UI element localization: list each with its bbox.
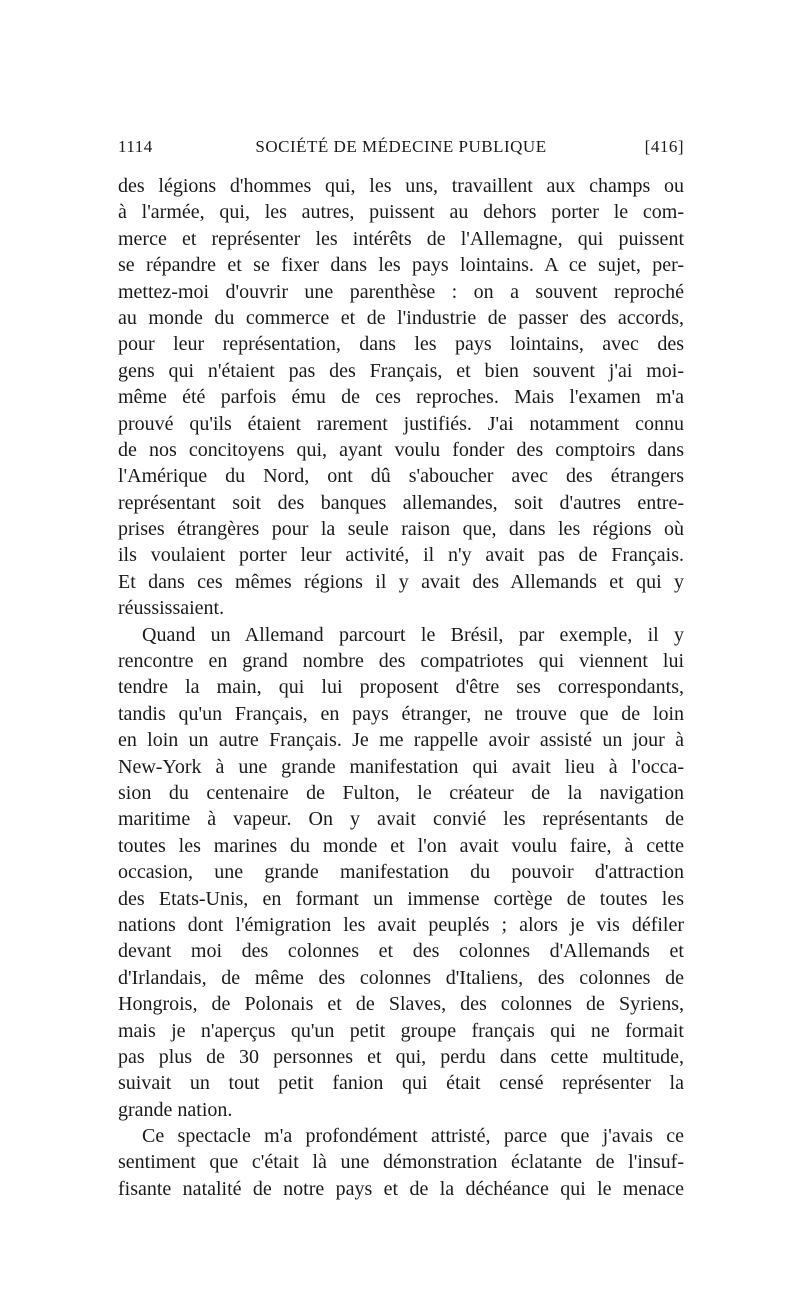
text-line: en loin un autre Français. Je me rappelle avoir assisté un jour à: [118, 729, 684, 752]
text-line: sion du centenaire de Fulton, le créateur de la navigation: [118, 781, 684, 804]
text-line: représentant soit des banques allemandes, soit d'autres entre-: [118, 491, 684, 514]
text-line: même été parfois ému de ces reproches. Mais l'examen m'a: [118, 386, 684, 409]
text-line: toutes les marines du monde et l'on avait voulu faire, à cette: [118, 834, 684, 857]
text-line: mettez-moi d'ouvrir une parenthèse : on a souvent reproché: [118, 280, 684, 303]
text-line: fisante natalité de notre pays et de la déchéance qui le menace: [118, 1177, 684, 1200]
paragraph-first-line: Quand un Allemand parcourt le Brésil, par exemple, il y: [142, 623, 684, 646]
original-page-ref: [416]: [644, 137, 684, 156]
text-line: gens qui n'étaient pas des Français, et bien souvent j'ai moi-: [118, 359, 684, 382]
body-text: [118, 173, 684, 1202]
running-head: [118, 137, 684, 161]
text-line: Hongrois, de Polonais et de Slaves, des colonnes de Syriens,: [118, 993, 684, 1016]
text-line: suivait un tout petit fanion qui était censé représenter la: [118, 1072, 684, 1095]
text-line: se répandre et se fixer dans les pays lointains. A ce sujet, per-: [118, 254, 684, 277]
text-line: au monde du commerce et de l'industrie de passer des accords,: [118, 306, 684, 329]
text-line: Et dans ces mêmes régions il y avait des Allemands et qui y: [118, 570, 684, 593]
text-line: l'Amérique du Nord, ont dû s'aboucher avec des étrangers: [118, 465, 684, 488]
text-line: réussissaient.: [118, 597, 225, 620]
text-line: des Etats-Unis, en formant un immense cortège de toutes les: [118, 887, 684, 910]
text-line: prises étrangères pour la seule raison que, dans les régions où: [118, 518, 684, 541]
text-line: sentiment que c'était là une démonstration éclatante de l'insuf-: [118, 1151, 684, 1174]
text-line: de nos concitoyens qui, ayant voulu fonder des comptoirs dans: [118, 438, 684, 461]
text-line: New-York à une grande manifestation qui avait lieu à l'occa-: [118, 755, 684, 778]
text-line: merce et représenter les intérêts de l'Allemagne, qui puissent: [118, 227, 684, 250]
text-line: pour leur représentation, dans les pays lointains, avec des: [118, 333, 684, 356]
text-line: occasion, une grande manifestation du pouvoir d'attraction: [118, 861, 684, 884]
text-line: maritime à vapeur. On y avait convié les représentants de: [118, 808, 684, 831]
text-line: grande nation.: [118, 1098, 233, 1121]
text-line: tendre la main, qui lui proposent d'être ses correspondants,: [118, 676, 684, 699]
text-line: devant moi des colonnes et des colonnes d'Allemands et: [118, 940, 684, 963]
text-line: mais je n'aperçus qu'un petit groupe français qui ne formait: [118, 1019, 684, 1042]
running-title: SOCIÉTÉ DE MÉDECINE PUBLIQUE: [255, 137, 547, 156]
text-line: rencontre en grand nombre des compatriotes qui viennent lui: [118, 650, 684, 673]
text-line: nations dont l'émigration les avait peuplés ; alors je vis défiler: [118, 913, 684, 936]
page-number: 1114: [118, 137, 153, 156]
text-line: des légions d'hommes qui, les uns, travaillent aux champs ou: [118, 175, 684, 197]
text-line: prouvé qu'ils étaient rarement justifiés. J'ai notamment connu: [118, 412, 684, 435]
text-line: ils voulaient porter leur activité, il n'y avait pas de Français.: [118, 544, 684, 567]
paragraph-first-line: Ce spectacle m'a profondément attristé, parce que j'avais ce: [142, 1125, 684, 1148]
text-line: tandis qu'un Français, en pays étranger, ne trouve que de loin: [118, 702, 684, 725]
text-line: pas plus de 30 personnes et qui, perdu dans cette multitude,: [118, 1045, 684, 1068]
text-line: à l'armée, qui, les autres, puissent au dehors porter le com-: [118, 201, 684, 224]
text-line: d'Irlandais, de même des colonnes d'Italiens, des colonnes de: [118, 966, 684, 989]
